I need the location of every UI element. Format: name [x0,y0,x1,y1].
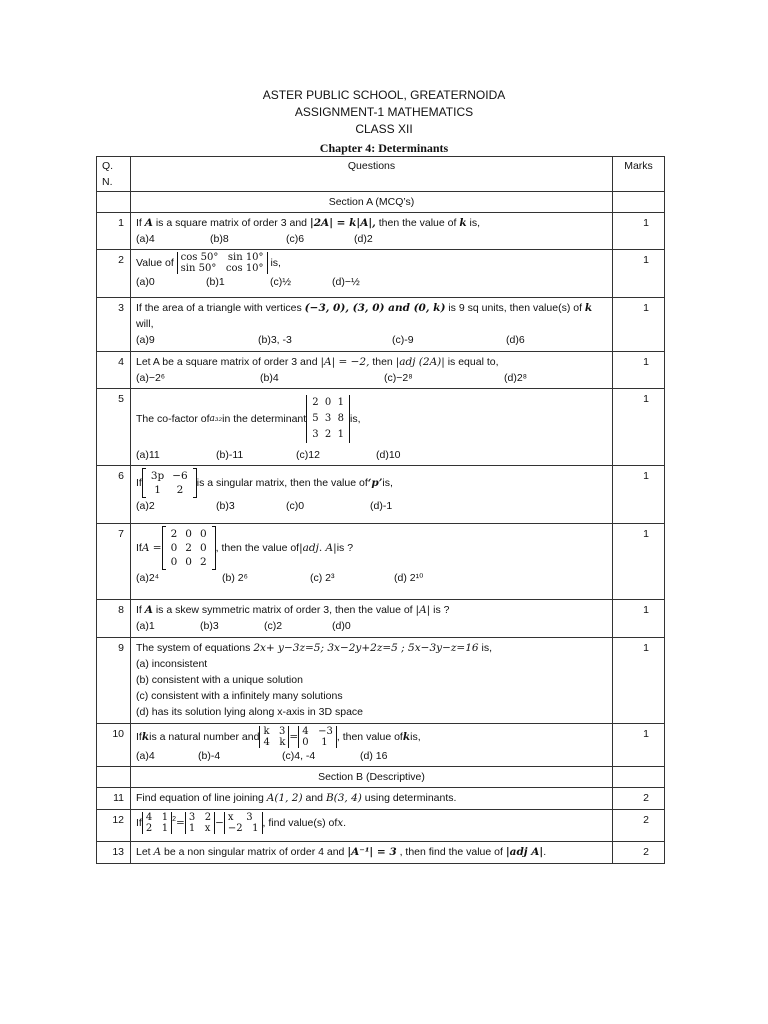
option: (c)6 [286,233,305,245]
option: (b)-4 [198,750,221,762]
question-row [97,842,665,864]
question-text: The co-factor of a₃₂ in the determinant 2 0 1 5 3 8 3 2 1 is, (a)11 (b)-11 (c)12 (d)10 [131,389,613,466]
question-row [97,213,665,250]
option: (c)12 [296,449,320,461]
option: (d) 2¹⁰ [394,572,424,584]
question-number: 8 [97,600,131,638]
option: (a)1 [136,620,155,632]
assignment-title: ASSIGNMENT-1 MATHEMATICS [294,105,474,119]
option: (b)3 [216,500,235,512]
determinant: 2 0 1 5 3 8 3 2 1 [306,395,350,443]
marks: 1 [613,298,665,352]
question-table [96,156,665,864]
option: (b) 2⁶ [222,572,248,584]
question-number: 7 [97,524,131,600]
option: (c)2 [264,620,283,632]
option: (a)0 [136,276,155,288]
option: (c)4, -4 [282,750,316,762]
option: (d)-1 [370,500,393,512]
question-number: 11 [97,788,131,810]
determinant: x 3 −2 1 [224,812,263,834]
option: (c)-9 [392,334,414,346]
option: (b) consistent with a unique solution [136,674,303,686]
question-number: 1 [97,213,131,250]
question-row [97,466,665,524]
determinant: 4 −3 0 1 [298,726,337,748]
marks: 1 [613,524,665,600]
question-number: 13 [97,842,131,864]
section-row [97,767,665,788]
table-header-row [97,157,665,192]
marks: 1 [613,724,665,767]
option: (a)9 [136,334,155,346]
option: (d)−½ [332,276,360,288]
marks: 1 [613,466,665,524]
option: (c) 2³ [310,572,335,584]
option: (d)2⁸ [504,372,528,384]
option: (a)11 [136,449,160,461]
question-row [97,788,665,810]
marks: 1 [613,352,665,389]
question-number: 2 [97,250,131,298]
question-number: 10 [97,724,131,767]
option: (c)0 [286,500,305,512]
question-text: If A = 2 0 0 0 2 0 0 0 2 , then the value of |adj. A| is ? (a)2⁴ (b) 2⁶ (c) 2³ (d) 2¹⁰ [131,524,613,600]
question-text: Find equation of line joining A(1, 2) and B(3, 4) using determinants. [131,788,613,810]
question-row [97,389,665,466]
section-b-title: Section B (Descriptive) [131,767,613,788]
question-number: 6 [97,466,131,524]
question-row [97,250,665,298]
col-questions: Questions [131,157,613,192]
question-row [97,298,665,352]
determinant: 4 1 2 1 [142,812,172,834]
question-row [97,524,665,600]
school-name: ASTER PUBLIC SCHOOL, GREATERNOIDA [262,88,506,102]
option: (b)4 [260,372,279,384]
col-marks: Marks [613,157,665,192]
question-row [97,352,665,389]
option: (d)6 [506,334,525,346]
option: (d)10 [376,449,401,461]
determinant: cos 50° sin 10° sin 50° cos 10° [177,252,268,274]
option: (a)−2⁶ [136,372,166,384]
option: (d) has its solution lying along x-axis in 3D space [136,706,364,718]
marks: 2 [613,842,665,864]
question-number: 3 [97,298,131,352]
question-number: 4 [97,352,131,389]
question-row [97,600,665,638]
question-text: Let A be a non singular matrix of order 4 and |A⁻¹| = 3 , then find the value of |adj A|. [131,842,613,864]
marks: 2 [613,810,665,842]
marks: 1 [613,213,665,250]
matrix: 3p −6 1 2 [142,468,197,498]
option: (b)1 [206,276,225,288]
chapter-title: Chapter 4: Determinants [319,141,449,155]
option: (b)3, -3 [258,334,292,346]
col-qn: Q. N. [97,157,131,192]
marks: 2 [613,788,665,810]
class-label: CLASS XII [355,122,413,136]
marks: 1 [613,250,665,298]
question-row [97,724,665,767]
question-text: The system of equations 2x+ y−3z=5; 3x−2y+2z=5 ; 5x−3y−z=16 is, (a) inconsistent (b) consistent with a unique solution (c) consistent with a infinitely many solutions (d) has its solution lying along x-axis in 3D space [131,638,613,724]
question-text: If 3p −6 1 2 is a singular matrix, then the value of ‘p’ is, (a)2 (b)3 (c)0 (d)-1 [131,466,613,524]
question-text: Value of cos 50° sin 10° sin 50° cos 10° is, (a)0 (b)1 (c)½ (d)−½ [131,250,613,298]
marks: 1 [613,389,665,466]
marks: 1 [613,638,665,724]
option: (a)4 [136,750,155,762]
option: (a)2⁴ [136,572,160,584]
option: (d) 16 [360,750,388,762]
question-text: If A is a skew symmetric matrix of order 3, then the value of |A| is ? (a)1 (b)3 (c)2 (d)0 [131,600,613,638]
option: (a)4 [136,233,155,245]
marks: 1 [613,600,665,638]
question-text: If 4 1 2 1 $^2$ = 3 2 1 x − x 3 −2 1 , find value(s) of x . [131,810,613,842]
question-number: 5 [97,389,131,466]
question-row [97,638,665,724]
question-text: If the area of a triangle with vertices (−3, 0), (3, 0) and (0, k) is 9 sq units, then value(s) of k will, (a)9 (b)3, -3 (c)-9 (d)6 [131,298,613,352]
option: (a)2 [136,500,155,512]
question-text: If k is a natural number and k 3 4 k = 4 −3 0 1 , then value of k is, (a)4 (b)-4 (c)4, -4 (d) 16 [131,724,613,767]
question-number: 9 [97,638,131,724]
option: (c)−2⁸ [384,372,413,384]
matrix: 2 0 0 0 2 0 0 0 2 [162,526,216,570]
option: (c) consistent with a infinitely many solutions [136,690,343,702]
option: (b)-11 [216,449,244,461]
option: (d)0 [332,620,351,632]
option: (b)8 [210,233,229,245]
question-number: 12 [97,810,131,842]
option: (d)2 [354,233,373,245]
option: (c)½ [270,276,291,288]
question-text: Let A be a square matrix of order 3 and |A| = −2, then |adj (2A)| is equal to, (a)−2⁶ (b)4 (c)−2⁸ (d)2⁸ [131,352,613,389]
question-text: If A is a square matrix of order 3 and |2A| = k|A|, then the value of k is, (a)4 (b)8 (c)6 (d)2 [131,213,613,250]
section-row [97,192,665,213]
determinant: 3 2 1 x [185,812,215,834]
section-a-title: Section A (MCQ’s) [131,192,613,213]
question-row [97,810,665,842]
option: (a) inconsistent [136,658,208,670]
option: (b)3 [200,620,219,632]
determinant: k 3 4 k [259,726,289,748]
